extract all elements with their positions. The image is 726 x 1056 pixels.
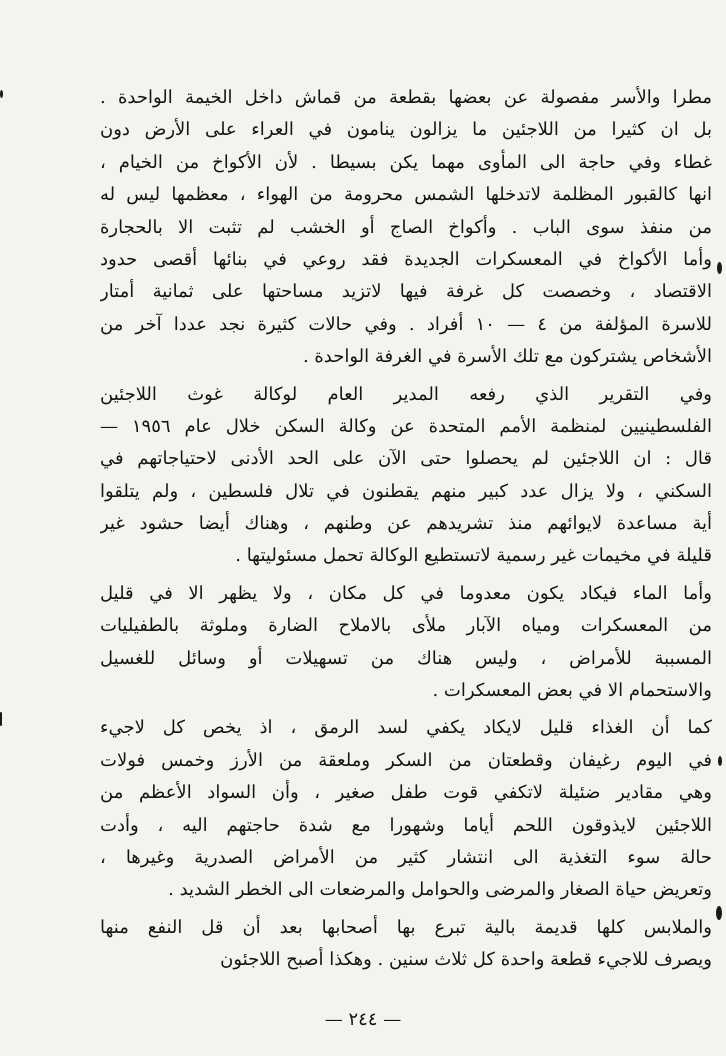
text-line: أية مساعدة لايوائهم منذ تشريدهم عن وطنهم ، وهناك أيضا حشود غير	[100, 513, 712, 535]
text-line: للاسرة المؤلفة من ٤ — ١٠ أفراد . وفي حالات كثيرة نجد عددا آخر من	[100, 313, 712, 335]
text-line: اللاجئين لايذوقون اللحم أياما وشهورا مع شدة حاجتهم اليه ، وأدت	[100, 814, 712, 836]
text-line: بل ان كثيرا من اللاجئين ما يزالون ينامون في العراء على الأرض دون	[100, 119, 712, 141]
text-line: وفي التقرير الذي رفعه المدير العام لوكالة غوث اللاجئين	[100, 383, 712, 405]
text-line: وأما الماء فيكاد يكون معدوما في كل مكان ، ولا يظهر الا في قليل	[100, 582, 712, 604]
right-margin-mark	[718, 756, 722, 766]
page-number: — ٢٤٤ —	[324, 1009, 402, 1030]
text-line: من المعسكرات ومياه الآبار ملأى بالاملاح الضارة وملوثة بالطفيليات	[100, 615, 712, 637]
left-margin-mark	[0, 90, 3, 98]
text-line: وأما الأكواخ في المعسكرات الجديدة فقد روعي في بنائها أقصى حدود	[100, 248, 712, 270]
text-line: الأشخاص يشتركون مع تلك الأسرة في الغرفة الواحدة .	[302, 346, 712, 368]
paragraph	[100, 712, 712, 906]
text-line: والملابس كلها قديمة بالية تبرع بها أصحابها بعد أن قل النفع منها	[100, 916, 712, 938]
text-line: وتعريض حياة الصغار والمرضى والحوامل والمرضعات الى الخطر الشديد .	[168, 879, 712, 901]
text-line: ويصرف للاجيء قطعة واحدة كل ثلاث سنين . وهكذا أصبح اللاجئون	[220, 949, 712, 971]
text-line: من منفذ سوى الباب . وأكواخ الصاج أو الخشب لم تثبت الا بالحجارة	[100, 216, 712, 238]
paragraph	[100, 912, 712, 977]
body-text	[100, 82, 712, 977]
text-line: الفلسطينيين لمنظمة الأمم المتحدة عن وكالة السكن خلال عام ١٩٥٦ —	[100, 415, 712, 437]
text-line: حالة سوء التغذية الى انتشار كثير من الأمراض الصدرية وغيرها ،	[100, 846, 712, 868]
left-margin-mark	[0, 712, 2, 726]
text-line: قليلة في مخيمات غير رسمية لاتستطيع الوكالة تحمل مسئوليتها .	[235, 545, 712, 567]
text-line: مطرا والأسر مفصولة عن بعضها بقطعة من قماش داخل الخيمة الواحدة .	[100, 87, 712, 108]
text-line: والاستحمام الا في بعض المعسكرات .	[432, 680, 712, 702]
paragraph	[100, 82, 712, 374]
text-line: الاقتصاد ، وخصصت كل غرفة فيها لاتزيد مساحتها على ثمانية أمتار	[100, 281, 712, 303]
text-line: وهي مقادير ضئيلة لاتكفي قوت طفل صغير ، وأن السواد الأعظم من	[100, 782, 712, 804]
text-line: كما أن الغذاء قليل لايكاد يكفي لسد الرمق ، اذ يخص كل لاجيء	[100, 717, 712, 739]
right-margin-mark	[716, 906, 722, 920]
text-line: في اليوم رغيفان وقطعتان من السكر وملعقة من الأرز وخمس فولات	[100, 749, 712, 771]
text-line: انها كالقبور المظلمة لاتدخلها الشمس محرومة من الهواء ، معظمها ليس له	[100, 184, 712, 206]
right-margin-mark	[717, 262, 722, 274]
paragraph	[100, 379, 712, 573]
paragraph	[100, 578, 712, 708]
text-line: المسببة للأمراض ، وليس هناك من تسهيلات أو وسائل للغسيل	[100, 647, 712, 669]
text-line: قال : ان اللاجئين لم يحصلوا حتى الآن على الحد الأدنى لاحتياجاتهم في	[100, 448, 712, 470]
text-line: غطاء وفي حاجة الى المأوى مهما يكن بسيطا . لأن الأكواخ من الخيام ،	[100, 151, 712, 173]
text-line: السكني ، ولا يزال عدد كبير منهم يقطنون في تلال فلسطين ، ولم يتلقوا	[100, 480, 712, 502]
